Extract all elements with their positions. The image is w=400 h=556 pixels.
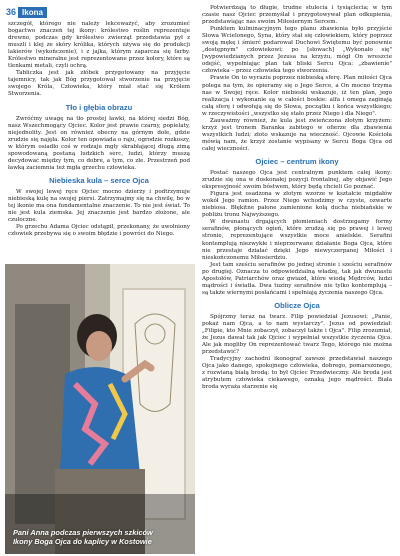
paragraph: Spójrzmy teraz na twarz. Filip powiedział Jezusowi: „Panie, pokaż nam Ojca, a to nam wystarczy". Jezus od powiedział: „Filipie, kto Mnie zobaczył, zobaczył także i Ojca". Filip zrozumiał, że Jezus dawał tak jak Ojciec i wypełniał wszystkie życzenia Ojca. Ale jak mogliby On reprezentować twarz Tego, którego nie można przedstawić? <box>202 313 392 356</box>
paragraph: W dwunastu drgających płomieniach dostrzegamy formy serafinów, płonących ogień, które zrudzą się po prawej i lewej stronie, reprezentujące wszystkie moce anielskie. Serafini kontemplują niezwykłe i nieprzerwane działanie Boga Ojca, które nie przestaje działać dzięki Jego niewyczerpanej Miłości i nieskończonemu Miłosierdziu. <box>202 219 392 261</box>
paragraph: Po grzechu Adama Ojciec odstąpił, przekonany, że uwolniony człowiek przebywa się o swoim błędzie i powróci do Niego. <box>8 224 190 238</box>
paragraph: szczegół, którego nie należy lekceważyć, aby zrozumieć bogactwo znaczeń tej ikony: królestwo roślin reprezentuje drewno, podczas gdy królestwo zwierząt przedstawia pył z muszli i klej ze skóry królika, których używa się do produkcji lakierów (wykończenie), i z jajka, którym zaparcza się farby. Królestwo mineralne jest reprezentowane przez kolory, które są tlenkami metali, czyli ochrą. <box>8 21 190 70</box>
page-header <box>6 6 47 18</box>
paragraph: Jest tam sześciu serafinów po jednej stronie i sześciu serafinów po drugiej. Oznacza to odpowiedzialną władzę, tak jak dwunastu Apostołów, Patriarchów oraz gwiazd, które wiodą Mędrców, ludzi mądrości i światła. Dwa tuziny serafinów nie tylko kontemplują – są także wiernymi posłańcami i spełniają życzenia naszego Ojca. <box>202 261 392 296</box>
paragraph: Tabliczka jest jak złóbek przygotowany na przyjęcie tajemnicy, tak jak Bóg przygotował stworzenie na przyjęcie swojego Króla, Człowieka, który miał stać się Królem Stworzenia. <box>8 70 190 98</box>
paragraph: Tradycyjny zachodni ikonograf zawsze przedstawiał naszego Ojca jako danego, spokojnego człowieka, dobrego, pomarszonego, z rozwianą białą brodą: to był Ojciec Przedwieczny. Ale broda jest atrybutem człowieka ciekawego, oznaką jego mądrości. Biała broda wyraża starzenie się <box>202 356 392 391</box>
photo-caption <box>13 528 193 546</box>
paragraph: W swojej lewej ręce Ojciec mocno dzierży i podtrzymuje niebieską kulę na swojej piersi. Zatrzymajmy się na chwilę, bo w tej ikonie ma ona fundamentalne znaczenie. To nie jest świat. To nie jest kula ziemska. Jej znaczenie jest bardzo złożone, ale czułoczne. <box>8 188 190 224</box>
paragraph: Zauważmy również, że kula jest zwieńczona złotym krzyżem: krzyż jest tronem Baranka zabitego w ofierze dla zbawienia wszystkich ludzi; złoto wskazuje na wieczność. Ojcowie Kościoła mówią nam, że krzyż zostanie wypisany w Sercu Boga Ojca od całej wieczności. <box>202 117 392 152</box>
caption-line: Pani Anna podczas pierwszych szkiców <box>13 528 153 537</box>
page-number: 36 <box>6 7 17 17</box>
paragraph: Punktem kulminacyjnym tego planu zbawienia było przyjście Słowa Wcielonego, Syna, który stał się człowiekiem, który poprzez swoją mękę i śmierć podarował Duchowi Świętemu być ponownie „dostępnym" człowiekowi; po [słowach] „Wykonało się" [wypowiedzianych przez Jezusa na krzyżu, mógł On wreszcie odejść, wypełniając plan tak bliski Sercu Ojca: „zbawienie" człowieka – przez człowieka tego stworzenia. <box>202 26 392 75</box>
section-heading: Ojciec – centrum ikony <box>255 156 339 166</box>
photo-woman-painting-icon <box>5 264 195 554</box>
left-column <box>8 21 190 238</box>
paragraph: Potwierdzają to długie, trudne stulecia i tysiąclecia; w tym czasie nasz Ojciec przemyślał i przygotowywał plan odkupienia, przedstawiając nas swoim Miłosiernym Sercem. <box>202 5 392 26</box>
section-heading: Niebieska kula – serce Ojca <box>49 175 149 185</box>
caption-line: Ikony Boga Ojca do kaplicy w Kostowie <box>13 537 152 546</box>
paragraph: Prawie On to wyraziu poprzez niebieską sferę. Plan miłości Ojca polega na tym, że opieramy się o Jego Serce, a On mocno trzyma nas w Swojej ręce. Kolor niebieski wskazuje, iż ten plan, jego realizacja i wykonanie są w całości boskie: alfa i omega zaginają całą sferę i odwołują się do Słowa, początku i końca wszystkiego; w rzeczywistości „wszystko się stało przez Niego i dla Niego". <box>202 75 392 117</box>
paragraph: Figura jest osadzona w złotym wzorze w kształcie migdałów wokół Jego ramion. Przez Niego wchodzimy w czyste, ozwarte niebiosa. Błękitne pałone zamienione kolą ducha niebiańskie w pobliżu tronu Najwyższego. <box>202 191 392 219</box>
paragraph: Zwróćmy uwagę na tło prostej ławki, na której siedzi Bóg, nasz Wszechmogący Ojciec. Kolor jest prawie czarny, popielaty, niejednolity. Jest on również obecny na górnym dole, gdzie zrudzie się najęła. Kolor ten opowiada o raju, ogrodzie rozkoszy, w którym osiadło coś w rodzaju mgły skrabłającej długą zimą spowodowaną postaną ludzkich serc, ludzi, którzy muszą decydować między tym, co dobre, a tym, co złe. Przestrzeń pod ławką zaciemnia też mgła grzechu człowieka. <box>8 115 190 171</box>
photo-illustration <box>5 264 195 554</box>
right-column <box>202 5 392 391</box>
section-label: Ikona <box>18 7 47 18</box>
section-heading: Oblicze Ojca <box>274 300 320 310</box>
paragraph: Postać naszego Ojca jest centralnym punktem całej ikony: zrudzie się ona w doskonałej pozycji frontalnej, aby objawić Jego ekspresyjność swoim bóstwem, który będą chcieli Go poznać. <box>202 170 392 191</box>
section-heading: Tło i głębia obrazu <box>65 102 133 112</box>
